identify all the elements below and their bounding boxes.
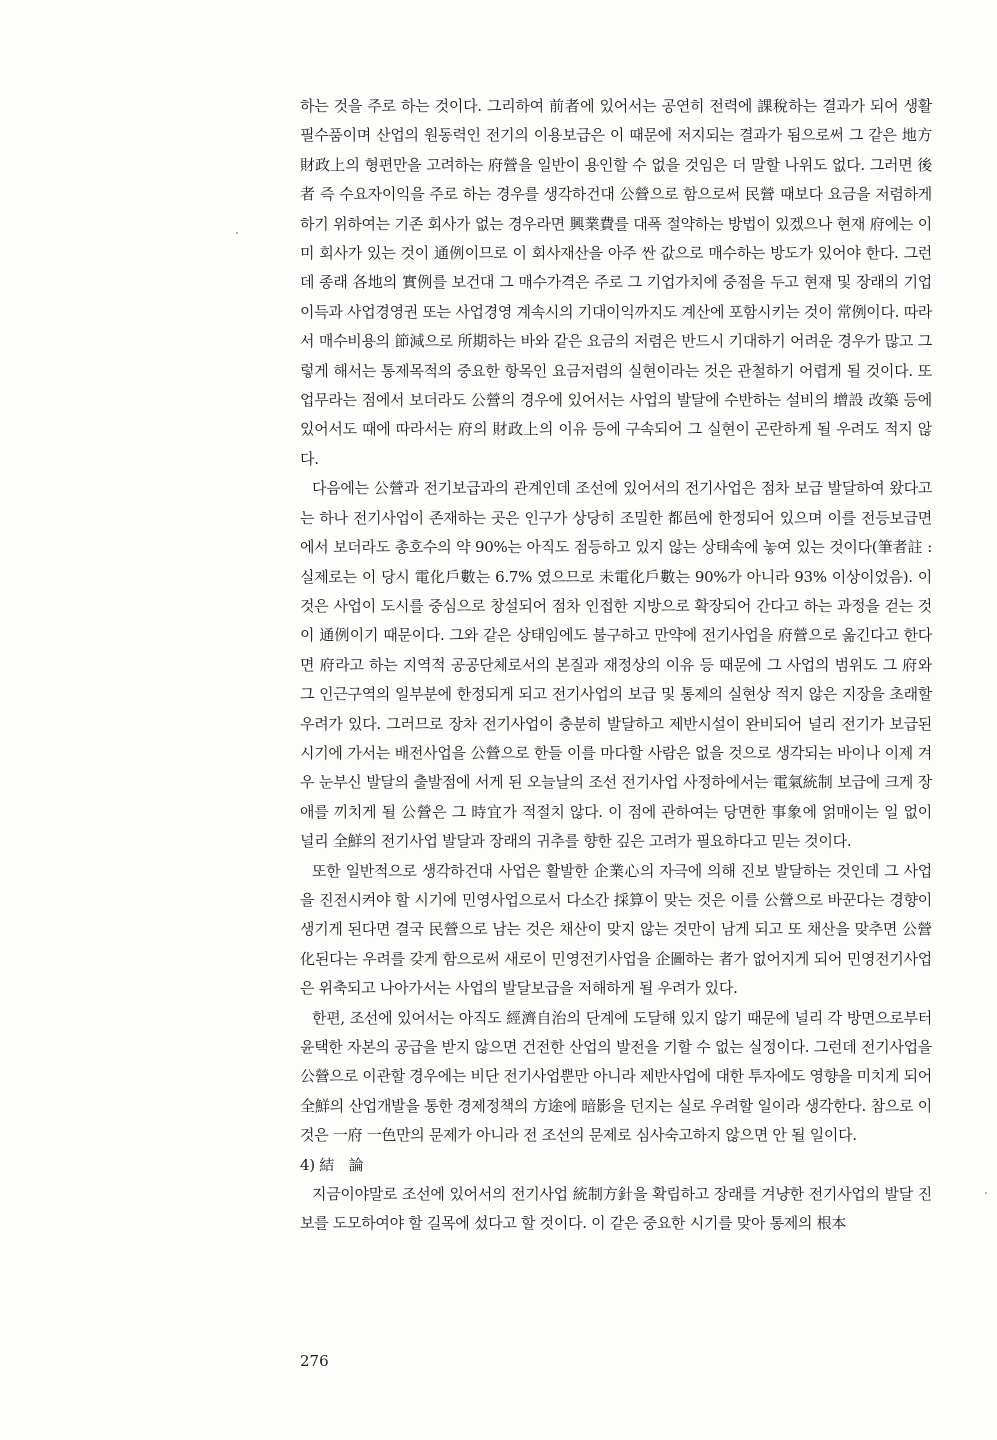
scan-speck — [985, 1192, 987, 1194]
paragraph-3: 또한 일반적으로 생각하건대 사업은 활발한 企業心의 자극에 의해 진보 발달하는 것인데 그 사업을 진전시켜야 할 시기에 민영사업으로서 다소간 採算이 맞는 것은 이를 公營으로 바꾼다는 경향이 생기게 된다면 결국 民營으로 남는 것은 채산이 맞지 않는 것만이 남게 되고 또 채산을 맞추면 公營化된다는 우려를 갖게 함으로써 새로이 민영전기사업을 企圖하는 者가 없어지게 되어 민영전기사업은 위축되고 나아가서는 사업의 발달보급을 저해하게 될 우려가 있다. — [300, 861, 932, 998]
body-text — [300, 92, 932, 1239]
section-heading: 4) 結 論 — [300, 1155, 364, 1174]
paragraph-2: 다음에는 公營과 전기보급과의 관계인데 조선에 있어서의 전기사업은 점차 보급 발달하여 왔다고는 하나 전기사업이 존재하는 곳은 인구가 상당히 조밀한 都邑에 한정되어 있으며 이를 전등보급면에서 보더라도 총호수의 약 90%는 아직도 점등하고 있지 않는 상태속에 놓여 있는 것이다(筆者註 : 실제로는 이 당시 電化戶數는 6.7% 였으므로 未電化戶數는 90%가 아니라 93% 이상이었음). 이것은 사업이 도시를 중심으로 창설되어 점차 인접한 지방으로 확장되어 간다고 하는 과정을 걷는 것이 通例이기 때문이다. 그와 같은 상태임에도 불구하고 만약에 전기사업을 府營으로 옮긴다고 한다면 府라고 하는 지역적 공공단체로서의 본질과 재정상의 이유 등 때문에 그 사업의 범위도 그 府와 그 인근구역의 일부분에 한정되게 되고 전기사업의 보급 및 통제의 실현상 적지 않은 지장을 초래할 우려가 있다. 그러므로 장차 전기사업이 충분히 발달하고 제반시설이 완비되어 널리 전기가 보급된 시기에 가서는 배전사업을 公營으로 한들 이를 마다할 사람은 없을 것으로 생각되는 바이나 이제 겨우 눈부신 발달의 출발점에 서게 된 오늘날의 조선 전기사업 사정하에서는 電氣統制 보급에 크게 장애를 끼치게 될 公營은 그 時宜가 적절치 않다. 이 점에 관하여는 당면한 事象에 얽매이는 일 없이 널리 全鮮의 전기사업 발달과 장래의 귀추를 향한 깊은 고려가 필요하다고 믿는 것이다. — [300, 479, 932, 851]
page-number: 276 — [300, 1352, 329, 1370]
scan-speck — [236, 232, 238, 234]
paragraph-1: 하는 것을 주로 하는 것이다. 그리하여 前者에 있어서는 공연히 전력에 課稅하는 결과가 되어 생활필수품이며 산업의 원동력인 전기의 이용보급은 이 때문에 저지되는 결과가 됨으로써 그 같은 地方財政上의 형편만을 고려하는 府營을 일반이 용인할 수 없을 것임은 더 말할 나위도 없다. 그러면 後者 즉 수요자이익을 주로 하는 경우를 생각하건대 公營으로 함으로써 民營 때보다 요금을 저렴하게 하기 위하여는 기존 회사가 없는 경우라면 興業費를 대폭 절약하는 방법이 있겠으나 현재 府에는 이미 회사가 있는 것이 通例이므로 이 회사재산을 아주 싼 값으로 매수하는 방도가 있어야 한다. 그런데 종래 各地의 實例를 보건대 그 매수가격은 주로 그 기업가치에 중점을 두고 현재 및 장래의 기업이득과 사업경영권 또는 사업경영 계속시의 기대이익까지도 계산에 포함시키는 것이 常例이다. 따라서 매수비용의 節減으로 所期하는 바와 같은 요금의 저렴은 반드시 기대하기 어려운 경우가 많고 그렇게 해서는 통제목적의 중요한 항목인 요금저렴의 실현이라는 것은 관철하기 어렵게 될 것이다. 또 업무라는 점에서 보더라도 公營의 경우에 있어서는 사업의 발달에 수반하는 설비의 增設 改築 등에 있어서도 때에 따라서는 府의 財政上의 이유 등에 구속되어 그 실현이 곤란하게 될 우려도 적지 않다. — [300, 97, 933, 468]
paragraph-4: 한편, 조선에 있어서는 아직도 經濟自治의 단계에 도달해 있지 않기 때문에 널리 각 방면으로부터 윤택한 자본의 공급을 받지 않으면 건전한 산업의 발전을 기할 수 없는 실정이다. 그런데 전기사업을 公營으로 이관할 경우에는 비단 전기사업뿐만 아니라 제반사업에 대한 투자에도 영향을 미치게 되어 全鮮의 산업개발을 통한 경제정책의 方途에 暗影을 던지는 실로 우려할 일이라 생각한다. 참으로 이것은 一府 一色만의 문제가 아니라 전 조선의 문제로 심사숙고하지 않으면 안 될 일이다. — [300, 1008, 932, 1145]
closing-paragraph: 지금이야말로 조선에 있어서의 전기사업 統制方針을 확립하고 장래를 겨냥한 전기사업의 발달 진보를 도모하여야 할 길목에 섰다고 할 것이다. 이 같은 중요한 시기를 맞아 통제의 根本 — [300, 1185, 932, 1233]
